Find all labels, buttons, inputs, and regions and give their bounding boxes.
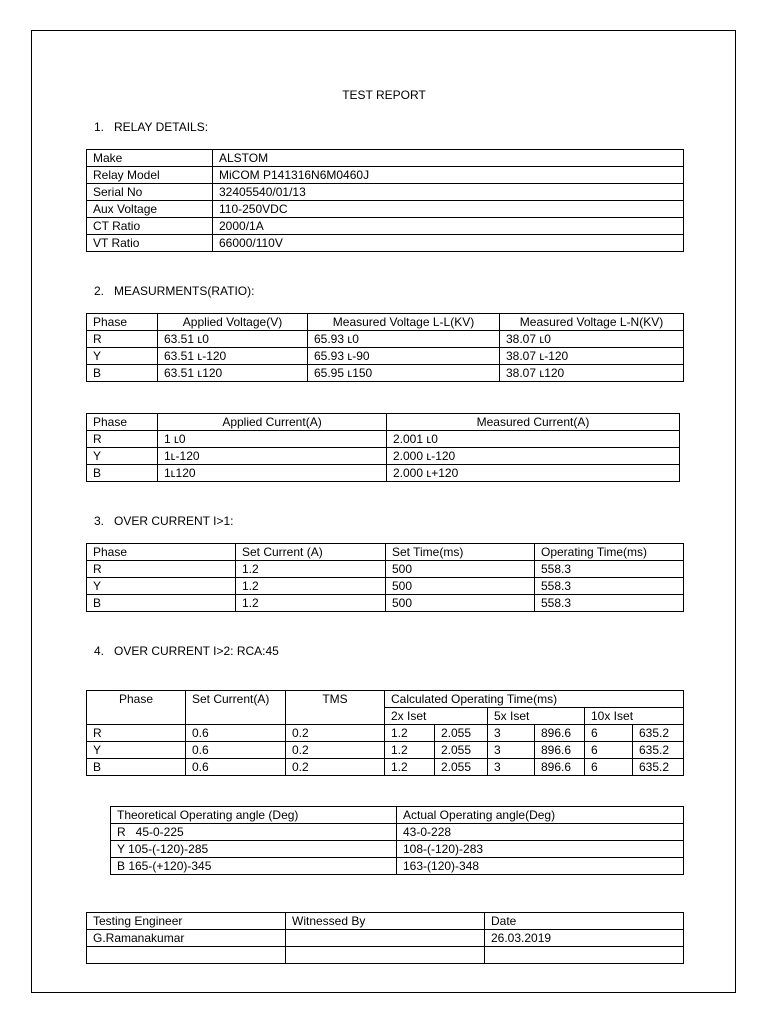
column-header: Set Time(ms) — [386, 544, 535, 561]
cell: 1.2 — [236, 561, 386, 578]
cell: 0.6 — [186, 759, 286, 776]
column-header: Set Current(A) — [186, 691, 286, 725]
table-row — [111, 824, 684, 841]
cell: 1.2 — [385, 759, 435, 776]
column-header: Theoretical Operating angle (Deg) — [111, 807, 397, 824]
cell: 2.000 ʟ-120 — [387, 448, 680, 465]
cell: R 45-0-225 — [111, 824, 397, 841]
cell: R — [87, 725, 186, 742]
table-row — [87, 759, 684, 776]
cell: 0.6 — [186, 742, 286, 759]
signoff-table — [86, 912, 684, 964]
table-row — [87, 167, 684, 184]
column-header: Measured Voltage L-N(KV) — [500, 314, 684, 331]
cell: 1 ʟ0 — [158, 431, 387, 448]
cell: 2.055 — [435, 759, 488, 776]
table-row — [87, 365, 684, 382]
cell: 3 — [488, 759, 535, 776]
relay-details-table — [86, 149, 684, 252]
cell: 66000/110V — [213, 235, 684, 252]
cell: 635.2 — [633, 742, 684, 759]
table-header-row — [87, 314, 684, 331]
column-header: Applied Current(A) — [158, 414, 387, 431]
cell: 63.51 ʟ120 — [158, 365, 308, 382]
cell: 500 — [386, 595, 535, 612]
cell: G.Ramanakumar — [87, 930, 286, 947]
report-title: TEST REPORT — [342, 88, 426, 102]
column-header: TMS — [286, 691, 385, 725]
cell — [286, 947, 485, 964]
cell: 0.2 — [286, 725, 385, 742]
table-row — [87, 201, 684, 218]
cell: Y — [87, 578, 236, 595]
column-header: Applied Voltage(V) — [158, 314, 308, 331]
cell: 108-(-120)-283 — [397, 841, 684, 858]
cell: 1ʟ120 — [158, 465, 387, 482]
cell: 3 — [488, 742, 535, 759]
cell: Aux Voltage — [87, 201, 213, 218]
cell: Relay Model — [87, 167, 213, 184]
cell: Y 105-(-120)-285 — [111, 841, 397, 858]
cell: Y — [87, 448, 158, 465]
cell: 558.3 — [535, 595, 684, 612]
table-row — [87, 595, 684, 612]
cell: 65.95 ʟ150 — [308, 365, 500, 382]
table-row — [87, 431, 680, 448]
table-row — [87, 348, 684, 365]
cell: R — [87, 561, 236, 578]
column-header: Measured Voltage L-L(KV) — [308, 314, 500, 331]
cell: 38.07 ʟ-120 — [500, 348, 684, 365]
column-header: Phase — [87, 544, 236, 561]
cell: B — [87, 595, 236, 612]
cell: B — [87, 465, 158, 482]
cell: 1.2 — [236, 595, 386, 612]
cell: 6 — [585, 742, 633, 759]
table-row — [87, 218, 684, 235]
voltage-ratio-table — [86, 313, 684, 382]
cell: CT Ratio — [87, 218, 213, 235]
cell: 43-0-228 — [397, 824, 684, 841]
column-header: Phase — [87, 414, 158, 431]
cell: R — [87, 431, 158, 448]
cell: 0.6 — [186, 725, 286, 742]
cell: 1.2 — [385, 742, 435, 759]
cell: 2.055 — [435, 742, 488, 759]
column-header: Calculated Operating Time(ms) — [385, 691, 684, 708]
cell: 2000/1A — [213, 218, 684, 235]
column-header: Measured Current(A) — [387, 414, 680, 431]
table-row — [87, 742, 684, 759]
cell: R — [87, 331, 158, 348]
section-2-heading: 2. MEASURMENTS(RATIO): — [94, 284, 255, 298]
cell: 6 — [585, 759, 633, 776]
table-row — [87, 331, 684, 348]
cell: 635.2 — [633, 759, 684, 776]
cell — [286, 930, 485, 947]
cell: 6 — [585, 725, 633, 742]
table-header-row — [87, 544, 684, 561]
cell: B — [87, 759, 186, 776]
cell: 65.93 ʟ0 — [308, 331, 500, 348]
cell: MiCOM P141316N6M0460J — [213, 167, 684, 184]
cell: 558.3 — [535, 578, 684, 595]
cell: Serial No — [87, 184, 213, 201]
cell: 500 — [386, 561, 535, 578]
cell: 32405540/01/13 — [213, 184, 684, 201]
cell: 1.2 — [236, 578, 386, 595]
cell: 2.000 ʟ+120 — [387, 465, 680, 482]
cell: 1ʟ-120 — [158, 448, 387, 465]
cell: Y — [87, 348, 158, 365]
cell: 65.93 ʟ-90 — [308, 348, 500, 365]
cell: 1.2 — [385, 725, 435, 742]
column-header: Phase — [87, 691, 186, 725]
table-row — [87, 725, 684, 742]
cell: B 165-(+120)-345 — [111, 858, 397, 875]
cell: 0.2 — [286, 759, 385, 776]
table-row — [87, 561, 684, 578]
table-row — [87, 150, 684, 167]
cell: 3 — [488, 725, 535, 742]
cell: 163-(120)-348 — [397, 858, 684, 875]
cell: 896.6 — [535, 725, 585, 742]
column-header: Testing Engineer — [87, 913, 286, 930]
cell — [485, 947, 684, 964]
table-row — [111, 858, 684, 875]
cell: 0.2 — [286, 742, 385, 759]
cell: 2.001 ʟ0 — [387, 431, 680, 448]
overcurrent-1-table — [86, 543, 684, 612]
section-4-heading: 4. OVER CURRENT I>2: RCA:45 — [94, 644, 279, 658]
cell: Y — [87, 742, 186, 759]
cell: 500 — [386, 578, 535, 595]
column-header: Date — [485, 913, 684, 930]
column-subheader: 2x Iset — [385, 708, 488, 725]
table-row — [87, 930, 684, 947]
column-subheader: 10x Iset — [585, 708, 684, 725]
column-header: Phase — [87, 314, 158, 331]
section-3-heading: 3. OVER CURRENT I>1: — [94, 514, 234, 528]
table-row — [87, 448, 680, 465]
cell: 2.055 — [435, 725, 488, 742]
section-1-heading: 1. RELAY DETAILS: — [94, 120, 209, 134]
cell: VT Ratio — [87, 235, 213, 252]
overcurrent-2-table — [86, 690, 684, 776]
cell: Make — [87, 150, 213, 167]
cell: 896.6 — [535, 742, 585, 759]
cell: B — [87, 365, 158, 382]
cell: 896.6 — [535, 759, 585, 776]
cell: 26.03.2019 — [485, 930, 684, 947]
column-header: Witnessed By — [286, 913, 485, 930]
cell: 558.3 — [535, 561, 684, 578]
table-header-row — [87, 414, 680, 431]
table-row — [87, 184, 684, 201]
cell: 63.51 ʟ-120 — [158, 348, 308, 365]
table-row — [111, 841, 684, 858]
table-row — [87, 578, 684, 595]
cell: 38.07 ʟ120 — [500, 365, 684, 382]
cell: 635.2 — [633, 725, 684, 742]
table-row — [87, 235, 684, 252]
current-ratio-table — [86, 413, 680, 482]
column-subheader: 5x Iset — [488, 708, 585, 725]
operating-angle-table — [110, 806, 684, 875]
table-header-row — [87, 913, 684, 930]
table-row — [87, 947, 684, 964]
cell: 63.51 ʟ0 — [158, 331, 308, 348]
cell: 110-250VDC — [213, 201, 684, 218]
column-header: Actual Operating angle(Deg) — [397, 807, 684, 824]
table-row — [87, 465, 680, 482]
column-header: Operating Time(ms) — [535, 544, 684, 561]
table-header-row — [111, 807, 684, 824]
table-header-row — [87, 691, 684, 708]
column-header: Set Current (A) — [236, 544, 386, 561]
cell: ALSTOM — [213, 150, 684, 167]
cell — [87, 947, 286, 964]
cell: 38.07 ʟ0 — [500, 331, 684, 348]
